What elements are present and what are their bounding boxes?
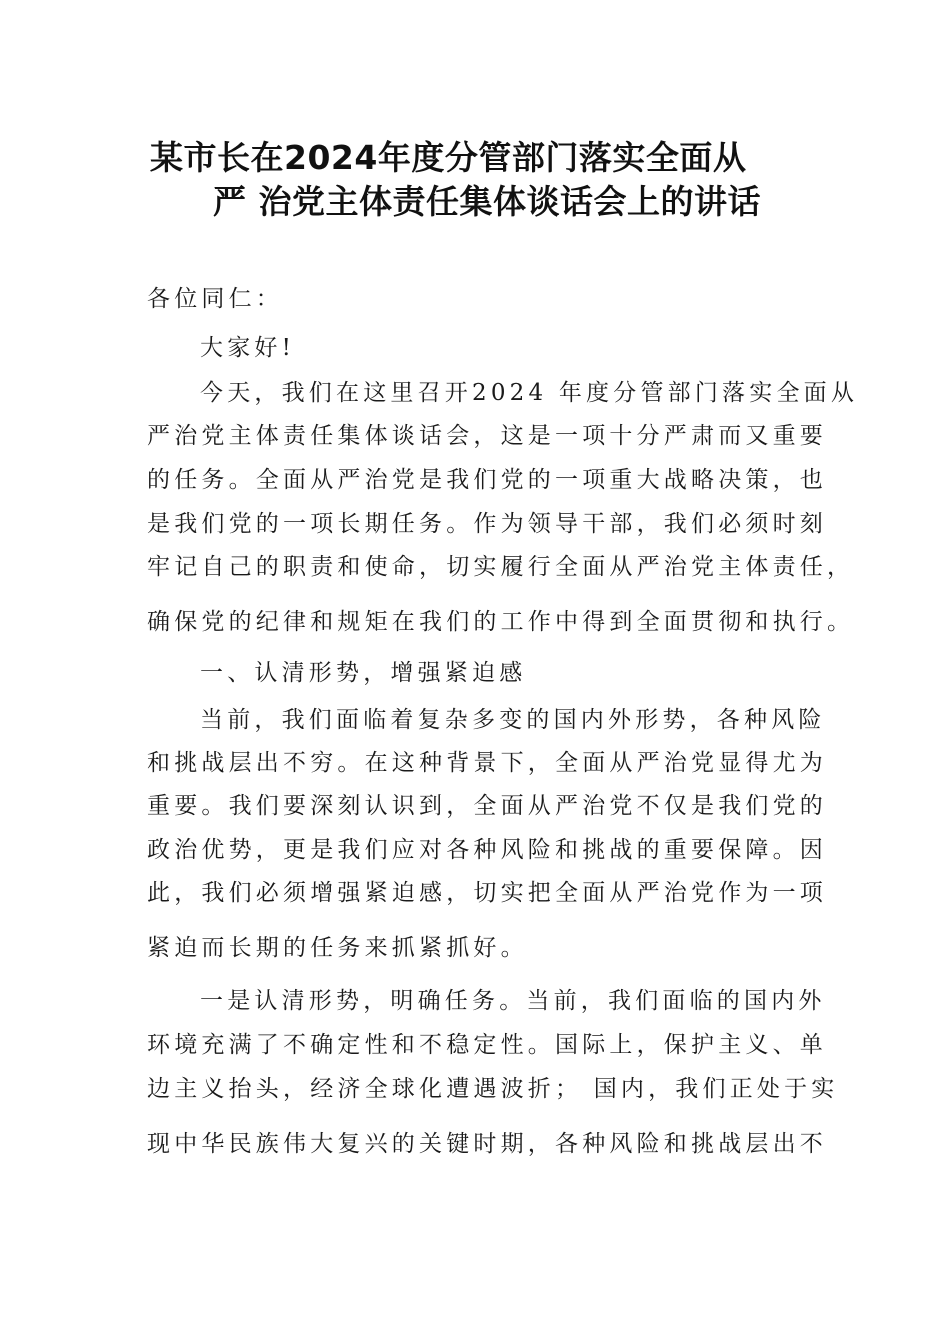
paragraph-line: 牢记自己的职责和使命，切实履行全面从严治党主体责任， xyxy=(147,554,855,580)
salutation: 各位同仁： xyxy=(147,286,283,312)
paragraph-line: 当前，我们面临着复杂多变的国内外形势，各种风险 xyxy=(200,707,826,733)
paragraph-line: 确保党的纪律和规矩在我们的工作中得到全面贯彻和执行。 xyxy=(147,609,855,635)
paragraph-line: 边主义抬头，经济全球化遭遇波折； 国内，我们正处于实 xyxy=(147,1076,839,1102)
paragraph-line: 是我们党的一项长期任务。作为领导干部，我们必须时刻 xyxy=(147,511,827,537)
document-title-line-2: 严 治党主体责任集体谈话会上的讲话 xyxy=(213,182,761,221)
paragraph-line: 严治党主体责任集体谈话会，这是一项十分严肃而又重要 xyxy=(147,423,827,449)
paragraph-line: 今天，我们在这里召开2024 年度分管部门落实全面从 xyxy=(200,380,859,406)
paragraph-line: 政治优势，更是我们应对各种风险和挑战的重要保障。因 xyxy=(147,837,827,863)
paragraph-line: 一是认清形势，明确任务。当前，我们面临的国内外 xyxy=(200,988,826,1014)
paragraph-line: 此，我们必须增强紧迫感，切实把全面从严治党作为一项 xyxy=(147,880,827,906)
paragraph-line: 紧迫而长期的任务来抓紧抓好。 xyxy=(147,935,528,961)
document-title-line-1: 某市长在2024年度分管部门落实全面从 xyxy=(150,138,747,177)
greeting: 大家好! xyxy=(200,335,296,361)
paragraph-line: 重要。我们要深刻认识到，全面从严治党不仅是我们党的 xyxy=(147,793,827,819)
paragraph-line: 和挑战层出不穷。在这种背景下，全面从严治党显得尤为 xyxy=(147,750,827,776)
section-heading: 一、认清形势，增强紧迫感 xyxy=(200,660,527,686)
paragraph-line: 的任务。全面从严治党是我们党的一项重大战略决策，也 xyxy=(147,467,827,493)
paragraph-line: 环境充满了不确定性和不稳定性。国际上，保护主义、单 xyxy=(147,1032,827,1058)
paragraph-line: 现中华民族伟大复兴的关键时期，各种风险和挑战层出不 xyxy=(147,1131,827,1157)
